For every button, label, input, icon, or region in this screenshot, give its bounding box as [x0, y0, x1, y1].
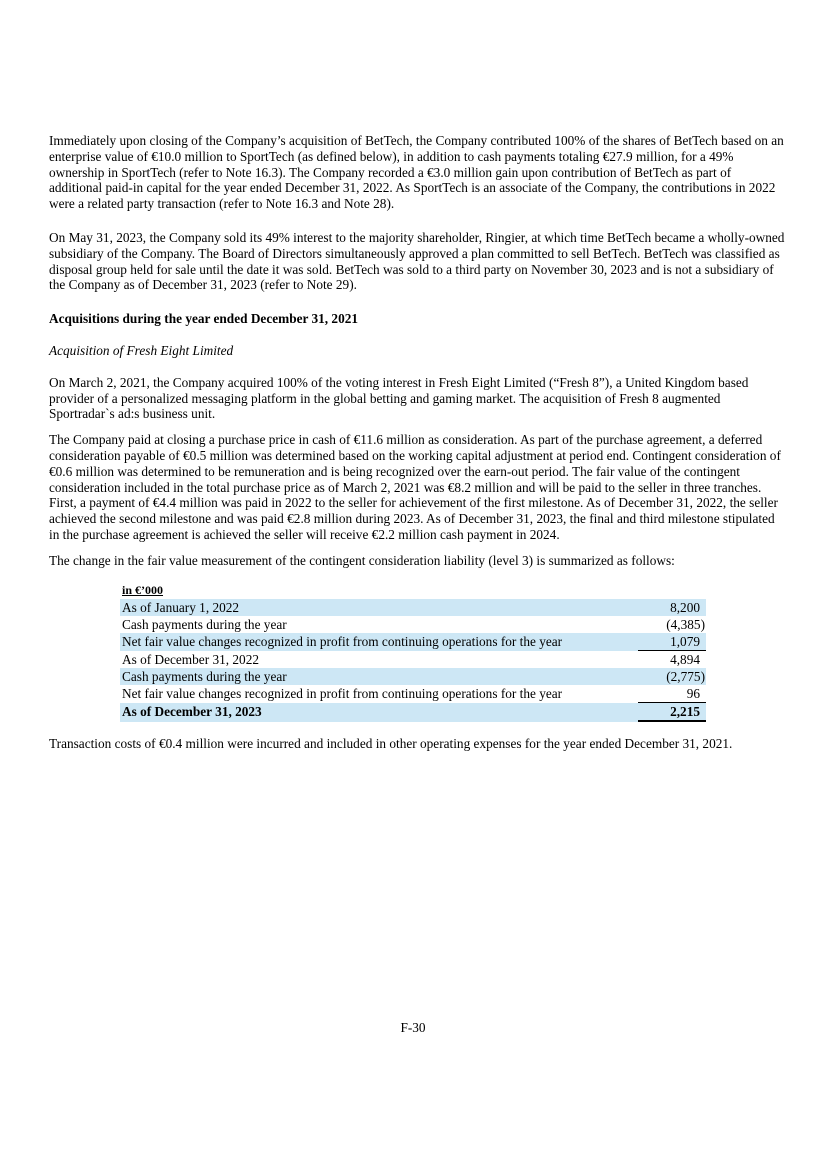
- subheading-acquisition-fresh-eight: Acquisition of Fresh Eight Limited: [49, 342, 234, 358]
- table-row-value: (4,385): [666, 616, 705, 632]
- paragraph-bettech-contribution: Immediately upon closing of the Company’s acquisition of BetTech, the Company contributed 100% of the shares of BetTech based on an enterprise value of €10.0 million to SportTech (as defined below), in addition to cash payments totaling €27.9 million, for a 49% ownership in SportTech (refer to Note 16.3). The Company recorded a €3.0 million gain upon contribution of BetTech as part of additional paid-in capital for the year ended December 31, 2022. As SportTech is an associate of the Company, the contributions in 2022 were a related party transaction (refer to Note 16.3 and Note 28).: [49, 133, 784, 212]
- table-row: [120, 651, 706, 668]
- table-row-value: 1,079: [638, 633, 706, 651]
- table-unit-header: in €’000: [122, 582, 164, 597]
- paragraph-transaction-costs: Transaction costs of €0.4 million were incurred and included in other operating expenses for the year ended December 31, 2021.: [49, 735, 733, 751]
- table-row-label: As of December 31, 2023: [122, 703, 262, 719]
- table-row: [120, 703, 706, 722]
- table-row: [120, 685, 706, 703]
- paragraph-bettech-sale: On May 31, 2023, the Company sold its 49% interest to the majority shareholder, Ringier, at which time BetTech became a wholly-owned subsidiary of the Company. The Board of Directors simultaneously approved a plan committed to sell BetTech. BetTech was classified as disposal group held for sale until the date it was sold. BetTech was sold to a third party on November 30, 2023 and is not a subsidiary of the Company as of December 31, 2023 (refer to Note 29).: [49, 229, 785, 293]
- table-row-value: (2,775): [666, 668, 705, 684]
- table-row: [120, 668, 706, 685]
- table-row-value: 96: [638, 685, 706, 703]
- fair-value-table: [120, 581, 706, 722]
- paragraph-fresh-eight-acquisition: On March 2, 2021, the Company acquired 100% of the voting interest in Fresh Eight Limited (“Fresh 8”), a United Kingdom based provider of a personalized messaging platform in the global betting and gaming market. The acquisition of Fresh 8 augmented Sportradar`s ad:s business unit.: [49, 374, 749, 422]
- table-row-label: As of December 31, 2022: [122, 651, 259, 667]
- table-row-value: 2,215: [638, 703, 706, 722]
- table-row-label: Net fair value changes recognized in profit from continuing operations for the year: [122, 685, 563, 701]
- table-row-label: Net fair value changes recognized in profit from continuing operations for the year: [122, 633, 563, 649]
- page-content: [49, 0, 786, 751]
- table-row: [120, 599, 706, 616]
- section-heading-acquisitions-2021: Acquisitions during the year ended December 31, 2021: [49, 311, 359, 327]
- table-row-value: 4,894: [670, 651, 700, 667]
- table-row: [120, 633, 706, 651]
- table-row-label: Cash payments during the year: [122, 668, 287, 684]
- table-row-value: 8,200: [670, 599, 700, 615]
- fair-value-table-body: [120, 599, 706, 722]
- paragraph-purchase-consideration: The Company paid at closing a purchase price in cash of €11.6 million as consideration. As part of the purchase agreement, a deferred consideration payable of €0.5 million was determined based on the working capital adjustment at period end. Contingent consideration of €0.6 million was determined to be remuneration and is being recognized over the earn-out period. The fair value of the contingent consideration included in the total purchase price as of March 2, 2021 was €8.2 million and will be paid to the seller in three tranches. First, a payment of €4.4 million was paid in 2022 to the seller for achievement of the first milestone. As of December 31, 2022, the seller achieved the second milestone and was paid €2.8 million during 2023. As of December 31, 2023, the final and third milestone stipulated in the purchase agreement is achieved the seller will receive €2.2 million cash payment in 2024.: [49, 432, 781, 542]
- table-row: [120, 616, 706, 633]
- page-number-footer: F-30: [400, 1020, 426, 1035]
- paragraph-fair-value-intro: The change in the fair value measurement of the contingent consideration liability (level 3) is summarized as follows:: [49, 552, 675, 568]
- table-row-label: As of January 1, 2022: [122, 599, 240, 615]
- table-row-label: Cash payments during the year: [122, 616, 287, 632]
